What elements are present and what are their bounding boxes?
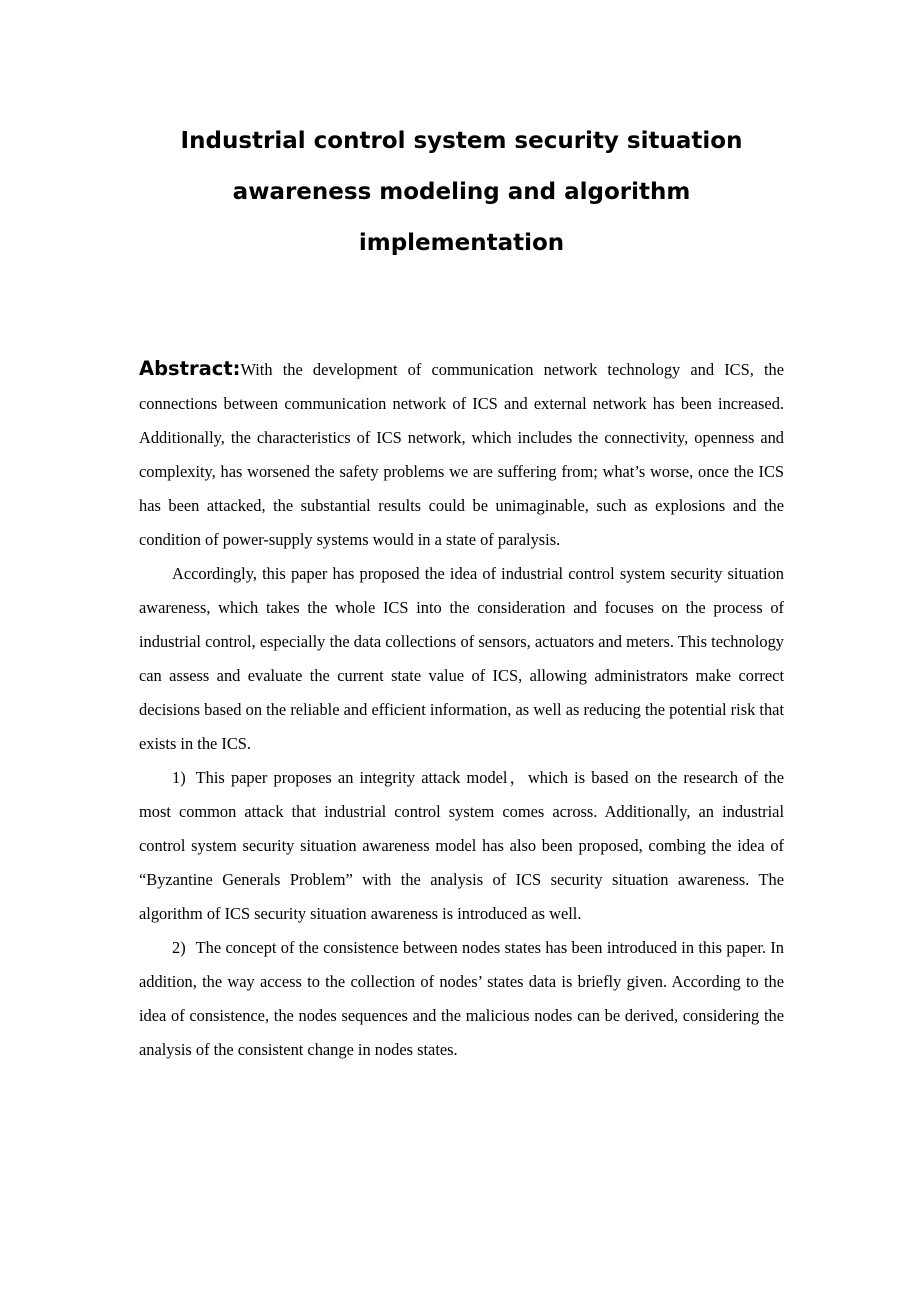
paper-title (139, 116, 784, 269)
paragraph-item-1 (139, 761, 784, 931)
item-number: 2) (172, 938, 186, 957)
paragraph-item-2 (139, 931, 784, 1067)
abstract-body (139, 352, 784, 1067)
abstract-paragraph (139, 352, 784, 557)
abstract-text: With the development of communication network technology and ICS, the connections between communication network of ICS and external network has been increased. Additionally, the characteristics of ICS network, which includes the connectivity, openness and complexity, has worsened the safety problems we are suffering from; what’s worse, once the ICS has been attacked, the substantial results could be unimaginable, such as explosions and the condition of power-supply systems would in a state of paralysis. (139, 360, 784, 549)
title-line: Industrial control system security situation (180, 128, 743, 154)
abstract-label: Abstract: (139, 357, 241, 380)
paragraph-accordingly (139, 557, 784, 761)
item-number: 1) (172, 768, 186, 787)
title-line: awareness modeling and algorithm (232, 179, 691, 205)
paragraph-text: Accordingly, this paper has proposed the idea of industrial control system security situation awareness, which takes the whole ICS into the consideration and focuses on the process of industrial control, especially the data collections of sensors, actuators and meters. This technology can assess and evaluate the current state value of ICS, allowing administrators make correct decisions based on the reliable and efficient information, as well as reducing the potential risk that exists in the ICS. (139, 564, 784, 753)
title-line: implementation (358, 230, 565, 256)
paragraph-text: This paper proposes an integrity attack model，which is based on the research of the most common attack that industrial control system comes across. Additionally, an industrial control system security situation awareness model has also been proposed, combing the idea of “Byzantine Generals Problem” with the analysis of ICS security situation awareness. The algorithm of ICS security situation awareness is introduced as well. (139, 768, 784, 923)
document-page (139, 116, 784, 1067)
paragraph-text: The concept of the consistence between nodes states has been introduced in this paper. In addition, the way access to the collection of nodes’ states data is briefly given. According to the idea of consistence, the nodes sequences and the malicious nodes can be derived, considering the analysis of the consistent change in nodes states. (139, 938, 784, 1059)
